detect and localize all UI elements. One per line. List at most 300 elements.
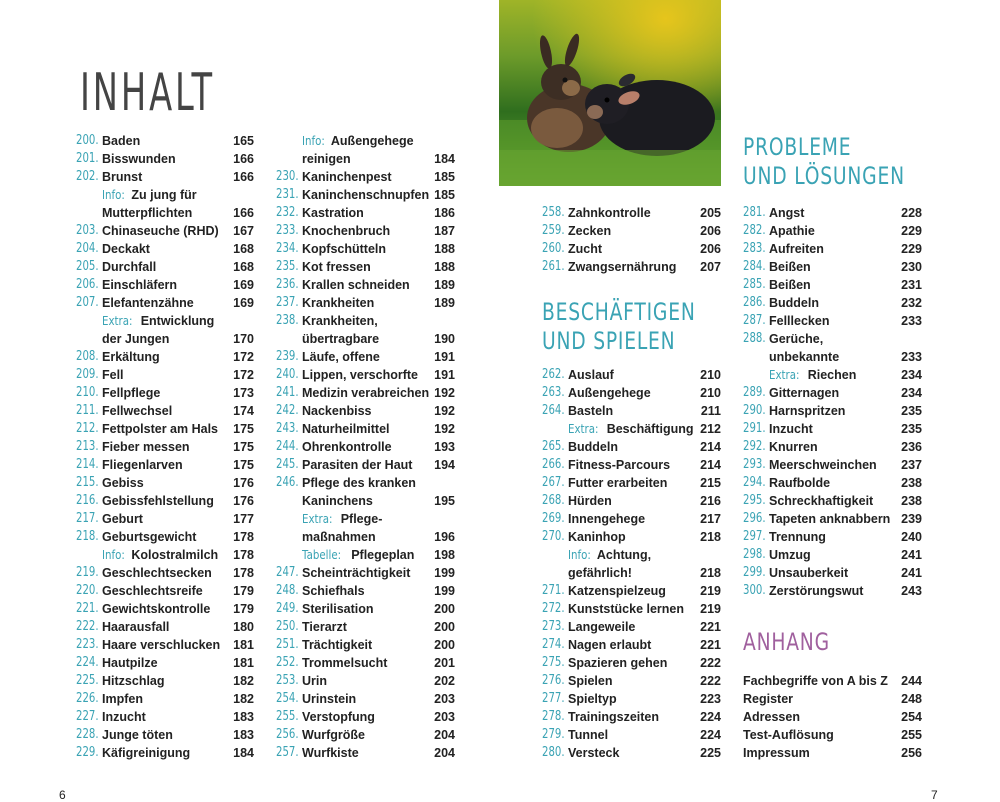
toc-entry bbox=[276, 456, 455, 474]
entry-page: 237 bbox=[901, 458, 922, 472]
toc-entry bbox=[276, 186, 455, 204]
toc-entry bbox=[76, 150, 254, 168]
entry-label-wrap bbox=[769, 402, 845, 420]
toc-entry bbox=[276, 294, 455, 312]
entry-prefix: Tabelle: bbox=[302, 547, 342, 562]
entry-label-wrap bbox=[102, 294, 194, 312]
entry-number: 250. bbox=[276, 619, 299, 634]
entry-label: Ohrenkontrolle bbox=[302, 440, 392, 454]
entry-page: 236 bbox=[901, 440, 922, 454]
toc-entry bbox=[76, 222, 254, 240]
entry-number: 281. bbox=[743, 205, 766, 220]
entry-label-wrap bbox=[302, 258, 371, 276]
entry-label: übertragbare bbox=[302, 332, 380, 346]
entry-label: Verstopfung bbox=[302, 710, 375, 724]
page-number-left: 6 bbox=[59, 788, 66, 802]
entry-page: 221 bbox=[700, 638, 721, 652]
entry-number: 219. bbox=[76, 565, 99, 580]
toc-entry bbox=[542, 456, 721, 474]
entry-number: 272. bbox=[542, 601, 565, 616]
entry-number: 220. bbox=[76, 583, 99, 598]
entry-label-wrap bbox=[102, 618, 169, 636]
toc-entry bbox=[276, 528, 455, 546]
entry-label: maßnahmen bbox=[302, 530, 376, 544]
entry-number: 285. bbox=[743, 277, 766, 292]
entry-label: Pflegeplan bbox=[351, 548, 415, 562]
toc-entry bbox=[76, 708, 254, 726]
entry-number: 203. bbox=[76, 223, 99, 238]
entry-label-wrap bbox=[102, 366, 124, 384]
entry-page: 243 bbox=[901, 584, 922, 598]
entry-number: 241. bbox=[276, 385, 299, 400]
toc-entry bbox=[743, 312, 922, 330]
entry-label-wrap bbox=[302, 618, 347, 636]
toc-entry bbox=[276, 582, 455, 600]
entry-page: 200 bbox=[434, 638, 455, 652]
entry-label-wrap bbox=[302, 276, 410, 294]
entry-page: 221 bbox=[700, 620, 721, 634]
entry-page: 215 bbox=[700, 476, 721, 490]
toc-entry bbox=[76, 672, 254, 690]
entry-label: Zerstörungswut bbox=[769, 584, 864, 598]
entry-page: 184 bbox=[434, 152, 455, 166]
entry-page: 202 bbox=[434, 674, 455, 688]
toc-entry bbox=[743, 528, 922, 546]
entry-label-wrap bbox=[102, 510, 143, 528]
entry-label: Apathie bbox=[769, 224, 815, 238]
entry-number: 207. bbox=[76, 295, 99, 310]
entry-page: 168 bbox=[233, 242, 254, 256]
entry-page: 234 bbox=[901, 386, 922, 400]
entry-number: 255. bbox=[276, 709, 299, 724]
entry-label: Spielen bbox=[568, 674, 613, 688]
entry-page: 199 bbox=[434, 566, 455, 580]
entry-label-wrap bbox=[302, 744, 359, 762]
entry-number: 251. bbox=[276, 637, 299, 652]
entry-prefix: Info: bbox=[568, 547, 591, 562]
entry-page: 238 bbox=[901, 476, 922, 490]
toc-entry bbox=[76, 132, 254, 150]
toc-entry bbox=[276, 330, 455, 348]
entry-label: Fliegenlarven bbox=[102, 458, 183, 472]
entry-number: 284. bbox=[743, 259, 766, 274]
entry-page: 205 bbox=[700, 206, 721, 220]
toc-entry bbox=[76, 510, 254, 528]
entry-prefix: Info: bbox=[102, 187, 125, 202]
entry-number: 227. bbox=[76, 709, 99, 724]
entry-label: Kaninhop bbox=[568, 530, 626, 544]
entry-number: 289. bbox=[743, 385, 766, 400]
entry-page: 229 bbox=[901, 224, 922, 238]
entry-number: 297. bbox=[743, 529, 766, 544]
toc-entry bbox=[76, 600, 254, 618]
entry-label-wrap bbox=[102, 330, 169, 348]
entry-page: 201 bbox=[434, 656, 455, 670]
entry-number: 228. bbox=[76, 727, 99, 742]
entry-number: 270. bbox=[542, 529, 565, 544]
entry-label: Inzucht bbox=[769, 422, 813, 436]
entry-page: 214 bbox=[700, 440, 721, 454]
entry-number: 238. bbox=[276, 313, 299, 328]
toc-entry bbox=[276, 168, 455, 186]
toc-entry bbox=[743, 492, 922, 510]
entry-label: Haarausfall bbox=[102, 620, 170, 634]
entry-label: Krankheiten, bbox=[302, 314, 378, 328]
entry-label-wrap bbox=[302, 582, 365, 600]
entry-page: 254 bbox=[901, 710, 922, 724]
toc-entry bbox=[276, 258, 455, 276]
entry-page: 181 bbox=[233, 656, 254, 670]
entry-label-wrap bbox=[743, 744, 810, 762]
entry-number: 265. bbox=[542, 439, 565, 454]
entry-number: 275. bbox=[542, 655, 565, 670]
entry-number: 200. bbox=[76, 133, 99, 148]
toc-entry bbox=[542, 366, 721, 384]
entry-number: 266. bbox=[542, 457, 565, 472]
entry-label: Gerüche, bbox=[769, 332, 824, 346]
entry-prefix: Info: bbox=[102, 547, 125, 562]
entry-page: 172 bbox=[233, 368, 254, 382]
entry-page: 182 bbox=[233, 674, 254, 688]
toc-entry bbox=[276, 132, 455, 150]
toc-entry bbox=[276, 654, 455, 672]
entry-label: Felllecken bbox=[769, 314, 830, 328]
entry-label-wrap bbox=[102, 492, 214, 510]
entry-label: Nackenbiss bbox=[302, 404, 372, 418]
toc-entry bbox=[542, 726, 721, 744]
entry-label-wrap bbox=[769, 582, 863, 600]
entry-number: 252. bbox=[276, 655, 299, 670]
entry-page: 189 bbox=[434, 296, 455, 310]
toc-entry bbox=[76, 618, 254, 636]
toc-entry bbox=[76, 204, 254, 222]
entry-number: 242. bbox=[276, 403, 299, 418]
entry-label-wrap bbox=[769, 204, 804, 222]
toc-entry bbox=[743, 510, 922, 528]
toc-entry bbox=[76, 366, 254, 384]
entry-number: 278. bbox=[542, 709, 565, 724]
entry-page: 218 bbox=[700, 566, 721, 580]
entry-label: Brunst bbox=[102, 170, 143, 184]
toc-column-2 bbox=[276, 132, 455, 762]
entry-page: 233 bbox=[901, 350, 922, 364]
entry-label-wrap bbox=[102, 438, 190, 456]
entry-label-wrap bbox=[568, 384, 651, 402]
entry-page: 191 bbox=[434, 368, 455, 382]
toc-entry bbox=[743, 708, 922, 726]
entry-number: 202. bbox=[76, 169, 99, 184]
entry-number: 209. bbox=[76, 367, 99, 382]
entry-page: 182 bbox=[233, 692, 254, 706]
toc-entry bbox=[276, 546, 455, 564]
entry-page: 177 bbox=[233, 512, 254, 526]
entry-label-wrap bbox=[102, 258, 156, 276]
entry-label-wrap bbox=[568, 744, 619, 762]
entry-label: Spazieren gehen bbox=[568, 656, 668, 670]
entry-number: 245. bbox=[276, 457, 299, 472]
entry-label-wrap bbox=[743, 690, 793, 708]
entry-label: Riechen bbox=[807, 368, 857, 382]
toc-entry bbox=[76, 438, 254, 456]
entry-page: 222 bbox=[700, 674, 721, 688]
entry-page: 241 bbox=[901, 566, 922, 580]
entry-label-wrap bbox=[302, 510, 382, 528]
entry-label-wrap bbox=[769, 276, 811, 294]
entry-number: 232. bbox=[276, 205, 299, 220]
toc-entry bbox=[276, 366, 455, 384]
toc-entry bbox=[76, 564, 254, 582]
entry-label-wrap bbox=[568, 546, 651, 564]
entry-label: Kastration bbox=[302, 206, 364, 220]
entry-number: 300. bbox=[743, 583, 766, 598]
toc-entry bbox=[743, 222, 922, 240]
entry-label: Trennung bbox=[769, 530, 826, 544]
entry-page: 195 bbox=[434, 494, 455, 508]
toc-entry bbox=[743, 276, 922, 294]
entry-label-wrap bbox=[743, 726, 834, 744]
entry-label-wrap bbox=[302, 168, 392, 186]
entry-page: 198 bbox=[434, 548, 455, 562]
toc-entry bbox=[743, 384, 922, 402]
toc-entry bbox=[542, 204, 721, 222]
entry-page: 214 bbox=[700, 458, 721, 472]
entry-label: Buddeln bbox=[769, 296, 819, 310]
entry-label: Geburtsgewicht bbox=[102, 530, 197, 544]
entry-label-wrap bbox=[102, 186, 197, 204]
entry-label: Zu jung für bbox=[131, 188, 197, 202]
entry-label: Tierarzt bbox=[302, 620, 347, 634]
entry-label: Elefantenzähne bbox=[102, 296, 194, 310]
entry-page: 206 bbox=[700, 242, 721, 256]
entry-label-wrap bbox=[769, 258, 811, 276]
entry-label: unbekannte bbox=[769, 350, 840, 364]
entry-label-wrap bbox=[102, 564, 212, 582]
entry-number: 269. bbox=[542, 511, 565, 526]
entry-number: 293. bbox=[743, 457, 766, 472]
entry-page: 184 bbox=[233, 746, 254, 760]
entry-page: 212 bbox=[700, 422, 721, 436]
entry-label: Durchfall bbox=[102, 260, 157, 274]
entry-page: 240 bbox=[901, 530, 922, 544]
entry-page: 185 bbox=[434, 170, 455, 184]
entry-number: 222. bbox=[76, 619, 99, 634]
entry-number: 208. bbox=[76, 349, 99, 364]
entry-page: 185 bbox=[434, 188, 455, 202]
entry-label-wrap bbox=[568, 240, 602, 258]
entry-label: Pflege des kranken bbox=[302, 476, 416, 490]
entry-label-wrap bbox=[568, 402, 613, 420]
entry-number: 240. bbox=[276, 367, 299, 382]
entry-label: Gitternagen bbox=[769, 386, 840, 400]
toc-entry bbox=[76, 312, 254, 330]
entry-page: 187 bbox=[434, 224, 455, 238]
heading-line-1: ANHANG bbox=[743, 628, 830, 656]
entry-label: Deckakt bbox=[102, 242, 150, 256]
entry-page: 204 bbox=[434, 728, 455, 742]
toc-entry bbox=[542, 510, 721, 528]
entry-label-wrap bbox=[102, 150, 176, 168]
entry-label-wrap bbox=[568, 618, 635, 636]
entry-page: 231 bbox=[901, 278, 922, 292]
entry-number: 226. bbox=[76, 691, 99, 706]
entry-label: Chinaseuche (RHD) bbox=[102, 224, 219, 238]
toc-entry bbox=[76, 330, 254, 348]
entry-label-wrap bbox=[568, 708, 659, 726]
entry-label: Fitness-Parcours bbox=[568, 458, 671, 472]
entry-page: 238 bbox=[901, 494, 922, 508]
toc-entry bbox=[76, 168, 254, 186]
entry-label: Beißen bbox=[769, 260, 811, 274]
entry-number: 205. bbox=[76, 259, 99, 274]
toc-entry bbox=[743, 294, 922, 312]
entry-label-wrap bbox=[102, 312, 214, 330]
entry-label: Hürden bbox=[568, 494, 612, 508]
entry-label-wrap bbox=[302, 456, 412, 474]
toc-column-5 bbox=[743, 204, 922, 600]
entry-label-wrap bbox=[568, 690, 617, 708]
entry-number: 244. bbox=[276, 439, 299, 454]
entry-number: 216. bbox=[76, 493, 99, 508]
entry-page: 235 bbox=[901, 422, 922, 436]
entry-number: 237. bbox=[276, 295, 299, 310]
toc-entry bbox=[743, 546, 922, 564]
toc-entry bbox=[743, 330, 922, 348]
entry-number: 283. bbox=[743, 241, 766, 256]
entry-label: Beißen bbox=[769, 278, 811, 292]
entry-label-wrap bbox=[769, 528, 826, 546]
toc-entry bbox=[276, 510, 455, 528]
entry-page: 178 bbox=[233, 566, 254, 580]
entry-label-wrap bbox=[302, 600, 374, 618]
toc-entry bbox=[276, 150, 455, 168]
entry-number: 290. bbox=[743, 403, 766, 418]
entry-label: Lippen, verschorfte bbox=[302, 368, 418, 382]
entry-label: Kaninchenschnupfen bbox=[302, 188, 430, 202]
entry-number: 298. bbox=[743, 547, 766, 562]
entry-page: 192 bbox=[434, 404, 455, 418]
entry-label-wrap bbox=[769, 564, 848, 582]
entry-number: 215. bbox=[76, 475, 99, 490]
entry-page: 200 bbox=[434, 620, 455, 634]
entry-label: Harnspritzen bbox=[769, 404, 846, 418]
entry-label-wrap bbox=[769, 294, 819, 312]
entry-label: Entwicklung bbox=[140, 314, 215, 328]
entry-label: Urinstein bbox=[302, 692, 357, 706]
entry-page: 217 bbox=[700, 512, 721, 526]
entry-label: Nagen erlaubt bbox=[568, 638, 652, 652]
entry-label-wrap bbox=[568, 204, 651, 222]
entry-label: Wurfkiste bbox=[302, 746, 359, 760]
toc-entry bbox=[276, 672, 455, 690]
entry-label-wrap bbox=[568, 456, 670, 474]
entry-label-wrap bbox=[102, 132, 140, 150]
toc-entry bbox=[743, 564, 922, 582]
entry-label-wrap bbox=[769, 222, 815, 240]
entry-label-wrap bbox=[302, 492, 373, 510]
toc-entry bbox=[743, 204, 922, 222]
entry-label-wrap bbox=[769, 366, 856, 384]
entry-label-wrap bbox=[102, 600, 210, 618]
toc-entry bbox=[542, 744, 721, 762]
entry-page: 219 bbox=[700, 584, 721, 598]
entry-label-wrap bbox=[102, 528, 196, 546]
entry-label-wrap bbox=[102, 420, 218, 438]
toc-entry bbox=[276, 564, 455, 582]
entry-label-wrap bbox=[302, 564, 410, 582]
heading-line-1: PROBLEME bbox=[743, 133, 852, 161]
entry-label: Scheinträchtigkeit bbox=[302, 566, 411, 580]
entry-prefix: Extra: bbox=[302, 511, 333, 526]
toc-entry bbox=[76, 348, 254, 366]
entry-number: 235. bbox=[276, 259, 299, 274]
entry-page: 241 bbox=[901, 548, 922, 562]
entry-page: 207 bbox=[700, 260, 721, 274]
section-heading-beschaeftigen bbox=[542, 298, 696, 356]
toc-entry bbox=[76, 420, 254, 438]
toc-entry bbox=[542, 708, 721, 726]
entry-prefix: Extra: bbox=[568, 421, 599, 436]
entry-page: 170 bbox=[233, 332, 254, 346]
rabbits-photo bbox=[499, 0, 721, 186]
toc-entry bbox=[76, 654, 254, 672]
entry-number: 223. bbox=[76, 637, 99, 652]
toc-entry bbox=[542, 600, 721, 618]
toc-entry bbox=[76, 744, 254, 762]
entry-page: 200 bbox=[434, 602, 455, 616]
toc-entry bbox=[276, 204, 455, 222]
entry-page: 186 bbox=[434, 206, 455, 220]
toc-entry bbox=[542, 402, 721, 420]
entry-page: 190 bbox=[434, 332, 455, 346]
entry-label: Test-Auflösung bbox=[743, 728, 834, 742]
entry-number: 276. bbox=[542, 673, 565, 688]
entry-number: 264. bbox=[542, 403, 565, 418]
toc-entry bbox=[76, 186, 254, 204]
entry-page: 194 bbox=[434, 458, 455, 472]
entry-page: 216 bbox=[700, 494, 721, 508]
entry-number: 206. bbox=[76, 277, 99, 292]
toc-entry bbox=[542, 222, 721, 240]
entry-label-wrap bbox=[769, 492, 873, 510]
entry-number: 253. bbox=[276, 673, 299, 688]
entry-number: 236. bbox=[276, 277, 299, 292]
entry-number: 286. bbox=[743, 295, 766, 310]
entry-page: 166 bbox=[233, 206, 254, 220]
entry-label-wrap bbox=[568, 726, 608, 744]
toc-entry bbox=[276, 492, 455, 510]
entry-label: Kot fressen bbox=[302, 260, 371, 274]
entry-page: 206 bbox=[700, 224, 721, 238]
entry-label: Achtung, bbox=[596, 548, 652, 562]
entry-page: 255 bbox=[901, 728, 922, 742]
toc-entry bbox=[743, 672, 922, 690]
entry-label: Zucht bbox=[568, 242, 603, 256]
entry-label-wrap bbox=[302, 474, 416, 492]
entry-number: 249. bbox=[276, 601, 299, 616]
entry-page: 225 bbox=[700, 746, 721, 760]
toc-entry bbox=[276, 744, 455, 762]
entry-label-wrap bbox=[302, 546, 414, 564]
entry-page: 175 bbox=[233, 458, 254, 472]
entry-label: Versteck bbox=[568, 746, 620, 760]
entry-page: 219 bbox=[700, 602, 721, 616]
entry-label-wrap bbox=[302, 672, 327, 690]
entry-label-wrap bbox=[302, 654, 387, 672]
entry-label-wrap bbox=[102, 726, 173, 744]
section-heading-probleme bbox=[743, 133, 905, 191]
entry-label: Angst bbox=[769, 206, 805, 220]
entry-label-wrap bbox=[302, 186, 429, 204]
